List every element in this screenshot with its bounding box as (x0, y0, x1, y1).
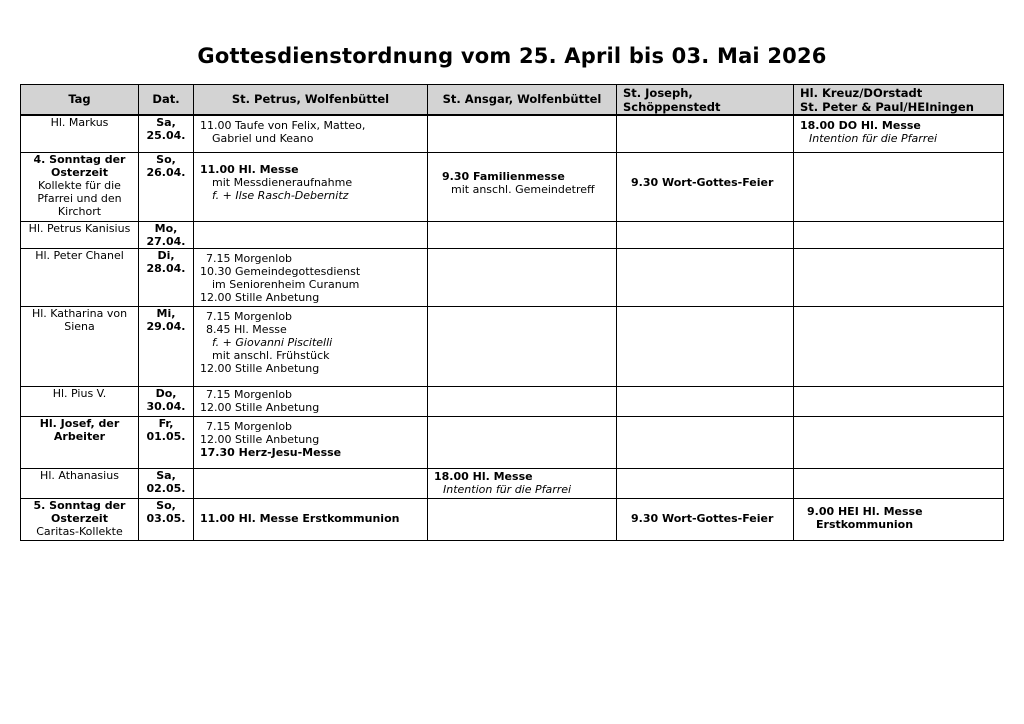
tag-cell (21, 386, 139, 416)
service-entry: 7.15 Morgenlob (206, 251, 293, 265)
hl-kreuz-cell (794, 115, 1004, 152)
tag-cell (21, 115, 139, 152)
st-petrus-cell (194, 416, 428, 468)
tag-cell (21, 152, 139, 221)
date-cell (139, 498, 194, 540)
st-joseph-cell (617, 386, 794, 416)
date-cell (139, 468, 194, 498)
tag-text: Hl. Markus (50, 116, 109, 129)
hl-kreuz-cell (794, 416, 1004, 468)
st-ansgar-cell (428, 152, 617, 221)
weekday: Fr, (158, 416, 174, 430)
page-title: Gottesdienstordnung vom 25. April bis 03. Mai 2026 (197, 44, 827, 68)
hl-kreuz-cell (794, 306, 1004, 386)
date-cell (139, 306, 194, 386)
table-row (21, 152, 1004, 221)
tag-text: Hl. Pius V. (52, 386, 107, 400)
service-entry: 12.00 Stille Anbetung (200, 400, 320, 414)
tag-text: Arbeiter (53, 429, 106, 443)
header-hl-kreuz (794, 85, 1004, 116)
st-ansgar-cell (428, 115, 617, 152)
header-hl-kreuz-line2: St. Peter & Paul/HEIningen (800, 99, 974, 114)
tag-text: Hl. Athanasius (40, 468, 119, 482)
service-entry: 9.30 Familienmesse (442, 169, 565, 183)
date: 30.04. (146, 399, 186, 413)
service-detail: im Seniorenheim Curanum (212, 277, 360, 291)
st-petrus-cell (194, 386, 428, 416)
header-hl-kreuz-line1: Hl. Kreuz/DOrstadt (800, 85, 923, 100)
tag-text: Hl. Katharina von (31, 306, 128, 320)
date-cell (139, 248, 194, 306)
table-row (21, 306, 1004, 386)
tag-cell (21, 416, 139, 468)
header-row (21, 85, 1004, 116)
date: 28.04. (146, 261, 186, 275)
date: 29.04. (146, 319, 186, 333)
tag-text: Siena (64, 319, 95, 333)
st-joseph-cell (617, 152, 794, 221)
date: 25.04. (146, 129, 186, 142)
tag-text: 5. Sonntag der (33, 498, 126, 512)
service-intention: Intention für die Pfarrei (809, 132, 938, 145)
service-entry: 9.30 Wort-Gottes-Feier (631, 175, 774, 189)
st-petrus-cell (194, 248, 428, 306)
tag-text: 4. Sonntag der (33, 152, 126, 166)
service-entry: 18.00 DO Hl. Messe (800, 119, 921, 132)
service-entry: 11.00 Taufe von Felix, Matteo, (200, 119, 366, 132)
hl-kreuz-cell (794, 468, 1004, 498)
header-st-joseph-line2: Schöppenstedt (623, 99, 721, 114)
weekday: Mi, (156, 306, 176, 320)
header-st-joseph (617, 85, 794, 116)
service-entry: 18.00 Hl. Messe (434, 469, 533, 483)
tag-text: Osterzeit (51, 511, 108, 525)
date: 27.04. (146, 234, 186, 248)
header-st-petrus: St. Petrus, Wolfenbüttel (194, 85, 428, 116)
st-joseph-cell (617, 468, 794, 498)
service-entry: 17.30 Herz-Jesu-Messe (200, 445, 342, 459)
weekday: Mo, (154, 221, 178, 235)
header-st-ansgar: St. Ansgar, Wolfenbüttel (428, 85, 617, 116)
st-ansgar-cell (428, 248, 617, 306)
service-detail: Gabriel und Keano (212, 132, 314, 145)
tag-text: Hl. Petrus Kanisius (28, 221, 131, 235)
date: 03.05. (146, 511, 186, 525)
weekday: Di, (157, 248, 175, 262)
hl-kreuz-cell (794, 498, 1004, 540)
service-intention: Intention für die Pfarrei (443, 482, 572, 496)
service-entry: 7.15 Morgenlob (206, 419, 293, 433)
weekday: Do, (155, 386, 177, 400)
service-entry: 11.00 Hl. Messe (200, 162, 299, 176)
kollekte-text: Kirchort (57, 204, 102, 218)
st-petrus-cell (194, 468, 428, 498)
service-entry: 8.45 Hl. Messe (206, 322, 287, 336)
service-entry: 12.00 Stille Anbetung (200, 290, 320, 304)
kollekte-text: Caritas-Kollekte (36, 524, 123, 538)
hl-kreuz-cell (794, 152, 1004, 221)
header-tag: Tag (21, 85, 139, 116)
st-petrus-cell (194, 115, 428, 152)
st-joseph-cell (617, 498, 794, 540)
table-row (21, 416, 1004, 468)
service-intention: f. + Ilse Rasch-Debernitz (212, 188, 349, 202)
header-dat: Dat. (139, 85, 194, 116)
service-entry: 7.15 Morgenlob (206, 387, 293, 401)
service-detail: mit anschl. Frühstück (212, 348, 330, 362)
table-row (21, 468, 1004, 498)
table-row (21, 498, 1004, 540)
schedule-table (20, 84, 1004, 541)
service-entry: 9.00 HEI Hl. Messe (807, 504, 923, 518)
st-ansgar-cell (428, 221, 617, 248)
table-row (21, 221, 1004, 248)
st-ansgar-cell (428, 386, 617, 416)
kollekte-text: Kollekte für die (38, 178, 121, 192)
service-entry: 12.00 Stille Anbetung (200, 361, 320, 375)
st-joseph-cell (617, 115, 794, 152)
date: 26.04. (146, 165, 186, 179)
st-joseph-cell (617, 416, 794, 468)
tag-text: Hl. Peter Chanel (35, 248, 124, 262)
st-petrus-cell (194, 306, 428, 386)
date-cell (139, 416, 194, 468)
st-ansgar-cell (428, 306, 617, 386)
st-ansgar-cell (428, 468, 617, 498)
weekday: Sa, (156, 116, 176, 129)
service-entry: 11.00 Hl. Messe Erstkommunion (200, 511, 400, 525)
date-cell (139, 115, 194, 152)
kollekte-text: Pfarrei und den (37, 191, 122, 205)
tag-cell (21, 468, 139, 498)
table-row (21, 115, 1004, 152)
tag-cell (21, 221, 139, 248)
weekday: So, (156, 152, 176, 166)
st-ansgar-cell (428, 416, 617, 468)
tag-text: Hl. Josef, der (39, 416, 120, 430)
st-joseph-cell (617, 306, 794, 386)
table-row (21, 248, 1004, 306)
service-entry: 7.15 Morgenlob (206, 309, 293, 323)
date-cell (139, 221, 194, 248)
date: 02.05. (146, 481, 186, 495)
weekday: Sa, (156, 468, 176, 482)
date-cell (139, 152, 194, 221)
service-entry: 12.00 Stille Anbetung (200, 432, 320, 446)
service-entry: 10.30 Gemeindegottesdienst (200, 264, 361, 278)
st-petrus-cell (194, 221, 428, 248)
service-detail: mit anschl. Gemeindetreff (451, 182, 595, 196)
table-row (21, 386, 1004, 416)
header-st-joseph-line1: St. Joseph, (623, 85, 693, 100)
weekday: So, (156, 498, 176, 512)
hl-kreuz-cell (794, 386, 1004, 416)
hl-kreuz-cell (794, 221, 1004, 248)
date-cell (139, 386, 194, 416)
hl-kreuz-cell (794, 248, 1004, 306)
tag-cell (21, 498, 139, 540)
st-joseph-cell (617, 248, 794, 306)
service-detail: mit Messdieneraufnahme (212, 175, 353, 189)
st-petrus-cell (194, 498, 428, 540)
date: 01.05. (146, 429, 186, 443)
service-entry: 9.30 Wort-Gottes-Feier (631, 511, 774, 525)
service-detail: Erstkommunion (816, 517, 914, 531)
tag-cell (21, 306, 139, 386)
tag-cell (21, 248, 139, 306)
st-ansgar-cell (428, 498, 617, 540)
service-intention: f. + Giovanni Piscitelli (212, 335, 333, 349)
st-petrus-cell (194, 152, 428, 221)
st-joseph-cell (617, 221, 794, 248)
tag-text: Osterzeit (51, 165, 108, 179)
